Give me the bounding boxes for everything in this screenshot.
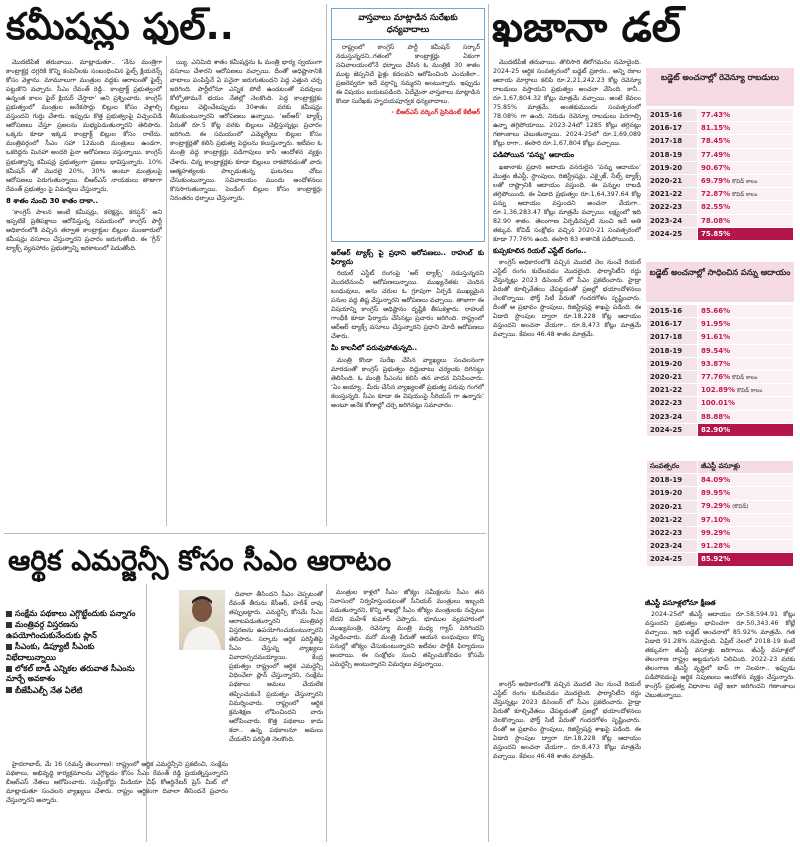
column-divider	[326, 4, 327, 526]
value-note: (కొవిడ్)	[732, 504, 749, 511]
year-cell: 2022-23	[647, 201, 698, 214]
bullet-text: సీఎంకు, డిప్యూటీ సీఎంకు విభేదాలున్నాయి	[6, 642, 95, 662]
year-cell: 2024-25	[647, 553, 698, 566]
value-cell	[698, 305, 794, 318]
year-cell: 2017-18	[647, 135, 698, 148]
value-cell	[698, 122, 794, 135]
value-text: 78.08%	[701, 216, 731, 225]
table-row	[647, 526, 794, 539]
year-cell: 2018-19	[647, 344, 698, 357]
bullet-text: సంక్షేమ పథకాలు ఎగ్గొట్టేందుకు పన్నాగం	[15, 609, 136, 618]
value-cell	[698, 487, 794, 500]
table-row	[647, 487, 794, 500]
subheading: జీఎస్టీ వసూళ్లలోనూ క్షీణత	[645, 599, 716, 607]
table-row	[647, 357, 794, 370]
value-cell	[698, 161, 794, 174]
article-column	[493, 680, 641, 842]
quote-box-credit: - బీఆర్ఎస్ వర్కింగ్ ప్రెసిడెంట్ కేటీఆర్	[391, 109, 480, 117]
value-text: 100.01%	[701, 399, 736, 408]
bullet-icon	[6, 666, 12, 672]
article-text: హైదరాబాద్, మే 16 (నమస్తే తెలంగాణ): రాష్ట్రంలో ఆర్థిక ఎమర్జెన్సీని ప్రకటించి, సంక్షేమ పథకాలు, అభివృద్ధి కార్యక్రమాలను ఎగ్గొట్టడం కోసం సీఎం రేవంత్ రెడ్డి ప్రయత్నిస్తున్నారని బీఆర్ఎస్ నేతలు ఆరోపించారు. సుప్రీంకోర్టు మీడియా చీఫ్ కోఆర్డినేటర్ ప్రెస్ మీట్ లో మాట్లాడుతూ సంచలన వ్యాఖ్యలు చేశారు. రాష్ట్రం ఆర్థికంగా దివాలా తీసిందనే ప్రచారం చేస్తున్నారని అన్నారు.	[6, 761, 228, 805]
table-row	[647, 423, 794, 436]
value-text: 89.95%	[701, 489, 731, 498]
value-text: 69.79%	[701, 176, 731, 185]
bullet-item	[6, 609, 142, 619]
column-divider	[166, 56, 167, 526]
table-row	[647, 370, 794, 383]
column-divider	[488, 4, 489, 842]
value-cell	[698, 135, 794, 148]
headline-right: ఖజానా డల్	[492, 4, 681, 50]
headline-left: కమీషన్లు ఫుల్..	[6, 5, 234, 48]
table-row	[647, 135, 794, 148]
article-text: కాంగ్రెస్ అధికారంలోకి వచ్చిన మొదటి నెల నుంచే రియల్ ఎస్టేట్ రంగం కుదేలవడం మొదలైంది. ఫార్మాసిటీని రద్దు చేస్తున్నట్లు 2023 డిసెంబర్ లో సీఎం ప్రకటించారు. హైడ్రా పేరుతో కూల్చివేతలు చేపట్టడంతో ప్రజల్లో భయాందోళనలు నెలకొన్నాయి. ఫోర్త్ సిటీ పేరుతో గందరగోళం సృష్టించారు. దీంతో ఆ ప్రభావం స్టాంపులు, రిజిస్ట్రేషన్ల శాఖపై పడింది. ఈ ఏడాది స్టాంపుల ద్వారా రూ.18,228 కోట్ల ఆదాయం వస్తుందని అంచనా వేయగా.. రూ.8,473 కోట్లు మాత్రమే వచ్చాయి. కేవలం 46.48 శాతం మాత్రమే.	[493, 681, 641, 761]
value-text: 93.87%	[701, 359, 731, 368]
table-row	[647, 410, 794, 423]
value-cell	[698, 188, 794, 201]
table-header-cell: సంవత్సరం	[647, 461, 698, 474]
person-photo	[179, 590, 225, 650]
table-row	[647, 331, 794, 344]
bullet-icon	[6, 687, 12, 693]
bullet-text: బీజేపీఎల్పీ నేత ఏలేటి	[15, 685, 83, 695]
value-text: 77.43%	[701, 111, 731, 120]
article-column	[330, 588, 484, 842]
year-cell: 2020-21	[647, 500, 698, 513]
bullet-text: మంత్రివర్గ విస్తరణను ఉపయోగించుకునేందుకు ప్లాన్	[6, 620, 97, 640]
bullet-item	[6, 620, 142, 641]
value-cell	[698, 423, 794, 436]
value-text: 102.89%	[701, 385, 736, 394]
table-row	[647, 397, 794, 410]
year-cell: 2020-21	[647, 370, 698, 383]
year-cell: 2023-24	[647, 540, 698, 553]
article-column	[229, 590, 323, 842]
table-row	[647, 344, 794, 357]
article-text: దివాలా తీసిందని సీఎం చెప్పటంతో రేవంత్ తీరును కేసీఆర్, హరీశ్ రావు తప్పుబట్టారు. ఎమర్జెన్సీ కోసమే సీఎం ఆరాటపడుతున్నారని మంత్రివర్గ విస్తరణను ఉపయోగించుకుంటున్నారని తెలిపారు. సర్కారు ఆర్థిక పరిస్థితిపై సీఎం చేస్తున్న వ్యాఖ్యలు వివాదాస్పదమయ్యాయి. కేంద్ర ప్రభుత్వం రాష్ట్రంలో ఆర్థిక ఎమర్జెన్సీ విధించేలా ప్లాన్ చేస్తున్నారని, సంక్షేమ పథకాలు అమలు చేయలేక తప్పించుకునే ప్రయత్నం చేస్తున్నారని విమర్శించారు. రాష్ట్రంలో ఆర్థిక క్రమశిక్షణ లోపించిందని వారు ఆరోపించారు. కొత్త పథకాలు కాదు కదా.. ఉన్న పథకాలనూ అమలు చేయలేని పరిస్థితి నెలకొంది.	[229, 591, 323, 743]
value-text: 89.54%	[701, 346, 731, 355]
gst-table	[646, 460, 794, 567]
value-cell	[698, 174, 794, 187]
subheading: పడిపోయిన ‘పన్ను’ ఆదాయం	[493, 151, 575, 160]
value-text: 91.95%	[701, 320, 731, 329]
year-cell: 2021-22	[647, 384, 698, 397]
quote-box	[331, 8, 485, 242]
value-cell	[698, 227, 794, 240]
article-text: ‘కాంగ్రెస్ పాలన అంటే కమీషన్లు, కలెక్షన్లు, కరప్షన్’ అని ఇప్పటికే ప్రతిపక్షాలు ఆరోపిస్తున్న సమయంలో కాంగ్రెస్ పార్టీ అధికారంలోకి వచ్చిన తర్వాత కాంట్రాక్టుల బిల్లుల మంజూరులో కమీషన్లు వసూలు చేస్తున్నారని ప్రచారం జరుగుతోంది. ఈ ‘గ్రీన్’ ట్యాక్స్ వ్యవహారం ప్రభుత్వాన్ని ఇరకాటంలో పెడుతోంది.	[6, 208, 162, 252]
table-row	[647, 109, 794, 122]
year-cell: 2019-20	[647, 161, 698, 174]
year-cell: 2022-23	[647, 397, 698, 410]
value-text: 97.10%	[701, 515, 731, 524]
table-row	[647, 227, 794, 240]
year-cell: 2020-21	[647, 174, 698, 187]
value-cell	[698, 318, 794, 331]
year-cell: 2018-19	[647, 148, 698, 161]
value-text: 78.45%	[701, 137, 731, 146]
table-row	[647, 201, 794, 214]
bullet-item	[6, 664, 142, 685]
article-text: ఖజానాకు ప్రధాన ఆదాయ వనరులైన ‘పన్ను ఆదాయం’ మొత్తం జీఎస్టీ, స్టాంపులు, రిజిస్ట్రేషన్లు, ఎక్సైజ్, సేల్స్ ట్యాక్స్ లతో రాష్ట్రానికి ఆదాయం వస్తుంది. ఈ పన్నుల రాబడి తగ్గిపోయింది. ఈ ఏడాది ప్రభుత్వం రూ.1,64,397.64 కోట్ల పన్ను ఆదాయం వస్తుందని అంచనా వేయగా.. రూ.1,36,283.47 కోట్లు మాత్రమే వచ్చాయి. లక్ష్యంలో ఇది 82.90 శాతం. తెలంగాణ ఏర్పడినప్పటి నుంచి ఇదే అతి తక్కువ. కోవిడ్ సంక్షోభం వచ్చిన 2020-21 సంవత్సరంలో కూడా 77.76% ఉంది. ఈసారి 83 శాతానికి పడిపోయింది.	[493, 163, 641, 243]
value-cell	[698, 500, 794, 513]
table-row	[647, 553, 794, 566]
article-text: మొదటిపేజీ తరువాయి. మాట్లాడుతూ.. ‘నేను మంత్రిగా కాంట్రాక్టర్ల దగ్గరికి కొన్ని కంపెనీలకు సంబంధించిన ఫైల్స్ క్లియరెన్స్ కోసం వెళ్లాను. మామూలుగా మంత్రుల వద్దకు ఆరాటంతో ఫైల్స్ పట్టుకొని వచ్చారు. సీఎం రేవంత్ రెడ్డి.. కాంట్రాక్ట్ ప్రభుత్వంలో ఉన్నంత కాలం ఫైల్ క్లియర్ చేస్తారా’ అని ప్రశ్నించారు. కాంగ్రెస్ ప్రభుత్వంలో మంత్రుల అనేకసార్లు బిల్లుల కోసం వెళ్లాల్సి వస్తుందని గుర్తు చేశారు. ఇప్పుడు కొత్త ప్రభుత్వంపై విచ్చలవిడి ఆరోపణలు చేస్తూ ప్రజలను మభ్యపెడుతున్నారని తెలిపారు. ఒక్కరు కూడా ఇక్కడ కాంట్రాక్ట్ బిల్లుల కోసం రాలేదు. మంత్రివర్గంలో సీఎం సహా 12మంది మంత్రులు ఉండగా, ఒకరిద్దరు మినహా అందరి పైనా ఆరోపణలు వస్తున్నాయి. కాంగ్రెస్ ప్రభుత్వాన్ని కమీషన్ల ప్రభుత్వంగా ప్రజలు భావిస్తున్నారు. 10% కమీషన్ తో మొదలై 20%, 30% అంటూ మంత్రులపై ఆరోపణలు పెరుగుతున్నాయి. బీఆర్ఎస్ నాయకులు తాజాగా రేవంత్ ప్రభుత్వం పై విమర్శలు చేస్తున్నారు.	[6, 59, 162, 193]
bullet-text: లోకల్ బాడీ ఎన్నికల తరువాత సీఎంను మార్చే అవకాశం	[6, 664, 135, 684]
bullet-item	[6, 686, 142, 696]
year-cell: 2019-20	[647, 357, 698, 370]
table-row	[647, 161, 794, 174]
value-note: కొవిడ్ కాలం	[732, 178, 758, 185]
year-cell: 2016-17	[647, 318, 698, 331]
value-note: కొవిడ్ కాలం	[732, 191, 758, 198]
value-cell	[698, 513, 794, 526]
bullet-icon	[6, 622, 12, 628]
article-column	[170, 58, 322, 528]
value-text: 85.92%	[701, 555, 731, 564]
value-note: కొవిడ్ కాలం	[732, 374, 758, 381]
value-text: 90.67%	[701, 163, 731, 172]
table-row	[647, 305, 794, 318]
year-cell: 2015-16	[647, 109, 698, 122]
article-text: మంత్రుల కాళ్లలో సీఎం జోక్యం సమీక్షలను సీఎం తన నివాసంలో నిర్వహిస్తుండటంతో సీనియర్ మంత్రులు ఇబ్బంది పడుతున్నారని, కొన్ని శాఖల్లో సీఎం జోక్యం మంత్రులకు నచ్చటం లేదని మహేశ్ కుమార్ చెప్పారు. భూముల వ్యవహారంలో ముఖ్యమంత్రి, రెవెన్యూ మంత్రి మధ్య గ్యాప్ పెరిగిందని వెల్లడించారు. మరో మంత్రి పేరుతో ఆయన బంధువులు కొన్ని పనుల్లో జోక్యం చేసుకుంటున్నారని ఇటీవల పార్టీకి ఫిర్యాదులు అందాయి. ఈ సంక్షోభం నుంచి తప్పించుకోవడం కోసమే ఎమర్జెన్సీ అంటున్నారని విమర్శలు వస్తున్నాయి.	[330, 589, 484, 669]
bullet-item	[6, 642, 142, 663]
table-row	[647, 318, 794, 331]
value-text: 84.09%	[701, 476, 731, 485]
table-row	[647, 174, 794, 187]
value-cell	[698, 148, 794, 161]
headline-bottom: ఆర్థిక ఎమర్జెన్సీ కోసం సీఎం ఆరాటం	[8, 544, 392, 577]
value-text: 79.29%	[701, 502, 731, 511]
tax-revenue-table	[646, 304, 794, 437]
article-column	[493, 58, 641, 678]
year-cell: 2021-22	[647, 513, 698, 526]
table-header-cell: జీఎస్టీ వసూళ్లు	[698, 461, 794, 474]
article-text: కాంగ్రెస్ అధికారంలోకి వచ్చిన మొదటి నెల నుంచే రియల్ ఎస్టేట్ రంగం కుదేలవడం మొదలైంది. ఫార్మాసిటీని రద్దు చేస్తున్నట్లు 2023 డిసెంబర్ లో సీఎం ప్రకటించారు. హైడ్రా పేరుతో కూల్చివేతలు చేపట్టడంతో ప్రజల్లో భయాందోళనలు నెలకొన్నాయి. ఫోర్త్ సిటీ పేరుతో గందరగోళం సృష్టించారు. దీంతో ఆ ప్రభావం స్టాంపులు, రిజిస్ట్రేషన్ల శాఖపై పడింది. ఈ ఏడాది స్టాంపుల ద్వారా రూ.18,228 కోట్ల ఆదాయం వస్తుందని అంచనా వేయగా.. రూ.8,473 కోట్లు మాత్రమే వచ్చాయి. కేవలం 46.48 శాతం మాత్రమే.	[493, 258, 641, 339]
year-cell: 2024-25	[647, 423, 698, 436]
year-cell: 2018-19	[647, 474, 698, 487]
subheading: మీ కాలనీలో పరువుపోతున్నది..	[331, 344, 418, 353]
year-cell: 2019-20	[647, 487, 698, 500]
value-text: 91.28%	[701, 542, 731, 551]
value-text: 85.66%	[701, 307, 731, 316]
year-cell: 2023-24	[647, 214, 698, 227]
value-text: 72.87%	[701, 189, 731, 198]
year-cell: 2015-16	[647, 305, 698, 318]
table-row	[647, 540, 794, 553]
article-column	[331, 246, 484, 528]
value-cell	[698, 201, 794, 214]
value-note: కొవిడ్ కాలం	[737, 387, 763, 394]
year-cell: 2021-22	[647, 188, 698, 201]
value-text: 77.76%	[701, 372, 731, 381]
table-title: బడ్జెట్ అంచనాల్లో సాధించిన పన్ను ఆదాయం	[646, 262, 794, 302]
value-cell	[698, 540, 794, 553]
value-cell	[698, 474, 794, 487]
table-row	[647, 474, 794, 487]
table-row	[647, 214, 794, 227]
article-text: మొదటిపేజీ తరువాయి. తొలిసారి తిరోగమనం నమోదైంది. 2024-25 ఆర్థిక సంవత్సరంలో బడ్జెట్ ప్రకారం.. అన్ని రకాల ఆదాయ మార్గాలు కలిపి రూ.2,21,242.23 కోట్ల రెవెన్యూ రాబడులు వస్తాయని ప్రభుత్వం అంచనా వేసింది. కానీ.. రూ.1,67,804.32 కోట్లు మాత్రమే వచ్చాయి. అంటే కేవలం 75.85% మాత్రమే. అంతకుముందు సంవత్సరంలో 78.08% గా ఉంది. నిరుడు రెవెన్యూ రాబడులు పెరగాల్సి ఉన్నా తగ్గిపోయాయి. 2023-24లో 1285 కోట్లు తగ్గినట్లు గణాంకాలు చెబుతున్నాయి. 2024-25లో రూ.1,69,089 కోట్లు రాగా.. ఈసారి రూ.1,67,804 కోట్లు వచ్చాయి.	[493, 59, 641, 148]
value-cell	[698, 526, 794, 539]
year-cell: 2024-25	[647, 227, 698, 240]
table-title: బడ్జెట్ అంచనాల్లో రెవెన్యూ రాబడులు	[646, 68, 794, 106]
bullet-icon	[6, 611, 12, 617]
bullet-icon	[6, 644, 12, 650]
article-text: రియల్ ఎస్టేట్ రంగంపై ‘ఆర్ ట్యాక్స్’ నడుస్తున్నదని మొదటినుంచీ ఆరోపణలున్నాయి. ముఖ్యనేతకు చెందిన బంధువులు, అను చరుల ఓ గ్రూపుగా ఏర్పడి ముఖ్యమైన పనుల వద్ద తిష్ట వేస్తున్నారని ఆరోపణలు వచ్చాయి. తాజాగా ఈ విషయాన్ని కాంగ్రెస్ అధిష్టానం దృష్టికి తీసుకెళ్లారు. రాహుల్ గాంధీకి కూడా ఫిర్యాదు చేసినట్లు ప్రచారం జరిగింది. రాష్ట్రంలో ఆర్ఆర్ ట్యాక్స్ వసూలు చేస్తున్నారని ప్రధాని మోదీ ఆరోపణలు చేశారు.	[331, 270, 484, 341]
table-row	[647, 148, 794, 161]
article-text: 2024-25లో జీఎస్టీ ఆదాయం రూ.58,594.91 కోట్లు వస్తుందని ప్రభుత్వం భావించగా రూ.50,343.46 కోట్లే వచ్చాయి. ఇది బడ్జెట్ అంచనాలో 85.92% మాత్రమే. గత ఏడాది 91.28% నమోదైంది. ఏప్రిల్ నెలలో 2018-19 కంటే తక్కువగా జీఎస్టీ వసూళ్లు జరిగాయి. జీఎస్టీ వసూళ్లలో తెలంగాణ రాష్ట్రం అట్టడుగున నిలిచింది. 2022-23 వరకు తెలంగాణ జీఎస్టీ వృద్ధిలో టాప్ గా నిలవగా.. ఇప్పుడు పడిపోవడంపై ఆర్థిక నిపుణులు ఆందోళన వ్యక్తం చేస్తున్నారు. కాంగ్రెస్ ప్రభుత్వ విధానాల వల్లే ఇలా జరిగిందని గణాంకాలు చెబుతున్నాయి.	[645, 611, 795, 700]
table-row	[647, 188, 794, 201]
article-column	[645, 596, 795, 842]
article-text: మంత్రి కొండా సురేఖ చేసిన వ్యాఖ్యలు సంచలనంగా మారడంతో కాంగ్రెస్ ప్రభుత్వం దిద్దుబాటు చర్యలకు దిగినట్టు తెలిసింది. ఓ మంత్రి సీఎంను కలిసి తన వాదన వినిపించారు. ‘ఏం అయ్యా.. మీరు చేసిన వ్యాఖ్యలతో ప్రభుత్వ పరువు గంగలో కలుస్తున్నది. సీఎం కూడా ఈ విషయంపై సీరియస్ గా ఉన్నారు’ అంటూ అనేక కోణాల్లో చర్చ జరిగినట్లు సమాచారం.	[331, 356, 484, 409]
value-cell	[698, 553, 794, 566]
section-divider	[4, 533, 486, 534]
value-text: 77.49%	[701, 150, 731, 159]
table-header-row	[647, 461, 794, 474]
table-row	[647, 384, 794, 397]
column-divider	[326, 584, 327, 842]
value-text: 82.55%	[701, 203, 731, 212]
value-text: 91.61%	[701, 333, 731, 342]
value-cell	[698, 214, 794, 227]
value-cell	[698, 331, 794, 344]
value-cell	[698, 357, 794, 370]
table-row	[647, 500, 794, 513]
value-cell	[698, 410, 794, 423]
subheading: కుప్పకూలిన రియల్ ఎస్టేట్ రంగం..	[493, 246, 587, 255]
subheading: 8 శాతం నుంచి 30 శాతం దాకా..	[6, 196, 99, 205]
value-text: 75.85%	[701, 229, 731, 238]
value-text: 82.90%	[701, 425, 731, 434]
value-cell	[698, 384, 794, 397]
year-cell: 2017-18	[647, 331, 698, 344]
table-row	[647, 513, 794, 526]
article-column	[6, 760, 228, 842]
value-cell	[698, 344, 794, 357]
value-text: 99.29%	[701, 529, 731, 538]
bullet-list	[6, 609, 142, 697]
subheading: ఆర్ఆర్ ట్యాక్స్ పై ప్రధాని ఆరోపణలు.. రాహుల్ కు ఫిర్యాదు	[331, 249, 484, 267]
article-text: య్యి. ఎనిమిది శాతం కమీషన్లను ఓ మంత్రి భార్య స్వయంగా వసూలు చేశారని ఆరోపణలు వచ్చాయి. దీంతో అధిష్టానానికి వాటాలు పంపిస్తేనే ఏ పనైనా జరుగుతుందని పెద్ద ఎత్తున చర్చ జరిగింది. పార్టీలోనూ ఎన్నిక పోటీ ఉండటంతో పదవులు కోల్పోతామనే భయం నేతల్లో నెలకొంది. పెద్ద కాంట్రాక్టర్లకు బిల్లులు చెల్లించేటప్పుడు 30శాతం వరకు కమీషన్లు తీసుకుంటున్నారని ఆరోపణలు ఉన్నాయి. ‘ఆర్ఆర్’ ట్యాక్స్ పేరుతో రూ.5 కోట్ల వరకు బిల్లులు చెల్లిస్తున్నట్లు ప్రచారం జరిగింది. ఈ సమయంలో ఎమ్మెల్యేలు బిల్లుల కోసం కాంట్రాక్టర్లతో కలిసి ప్రభుత్వ పెద్దలను కలుస్తున్నారు. ఇటీవల ఓ మంత్రి వద్ద కాంట్రాక్టర్లు పడిగాపులు కాసి ఆందోళన వ్యక్తం చేశారు. చిన్న కాంట్రాక్టర్లకు కూడా బిల్లులు రాకపోవడంతో వారు ఆత్మహత్యలకు పాల్పడుతున్న ఘటనలు చోటు చేసుకుంటున్నాయి. సచివాలయం ముందు ఆందోళనలు కొనసాగుతున్నాయి. పెండింగ్ బిల్లుల కోసం కాంట్రాక్టర్లు నిరంతరం ధర్నాలు చేస్తున్నారు.	[170, 59, 322, 202]
quote-box-text: రాష్ట్రంలో కాంగ్రెస్ పార్టీ కమీషన్ సర్కార్ నడుస్తున్నదని..గతంలో కాంట్రాక్టర్లు ఏకంగా సచివాలయంలోనే ధర్నాలు చేసిన ఓ మంత్రికి 30 శాతం ముట్ట జెప్పనిదే ఫైళ్లు కదలవని ఆరోపించింది ఎందుకిలా.. ప్రజలెవ్వరూ ఇదే వర్గాన్ని నమ్మరని అంటున్నారు. ఇప్పుడు ఈ విషయం బయటపడింది. ఏదేమైనా వాస్తవాలు మాట్లాడిన కొండా సురేఖకు హృదయపూర్వక ధన్యవాదాలు.	[336, 44, 480, 106]
quote-box-title: వాస్తవాలు మాట్లాడిన సురేఖకు ధన్యవాదాలు	[332, 9, 484, 40]
value-cell	[698, 370, 794, 383]
value-text: 81.15%	[701, 124, 731, 133]
value-cell	[698, 397, 794, 410]
article-column	[6, 58, 162, 528]
table-row	[647, 122, 794, 135]
revenue-table	[646, 108, 794, 241]
year-cell: 2023-24	[647, 410, 698, 423]
year-cell: 2016-17	[647, 122, 698, 135]
year-cell: 2022-23	[647, 526, 698, 539]
value-cell	[698, 109, 794, 122]
value-text: 88.88%	[701, 412, 731, 421]
